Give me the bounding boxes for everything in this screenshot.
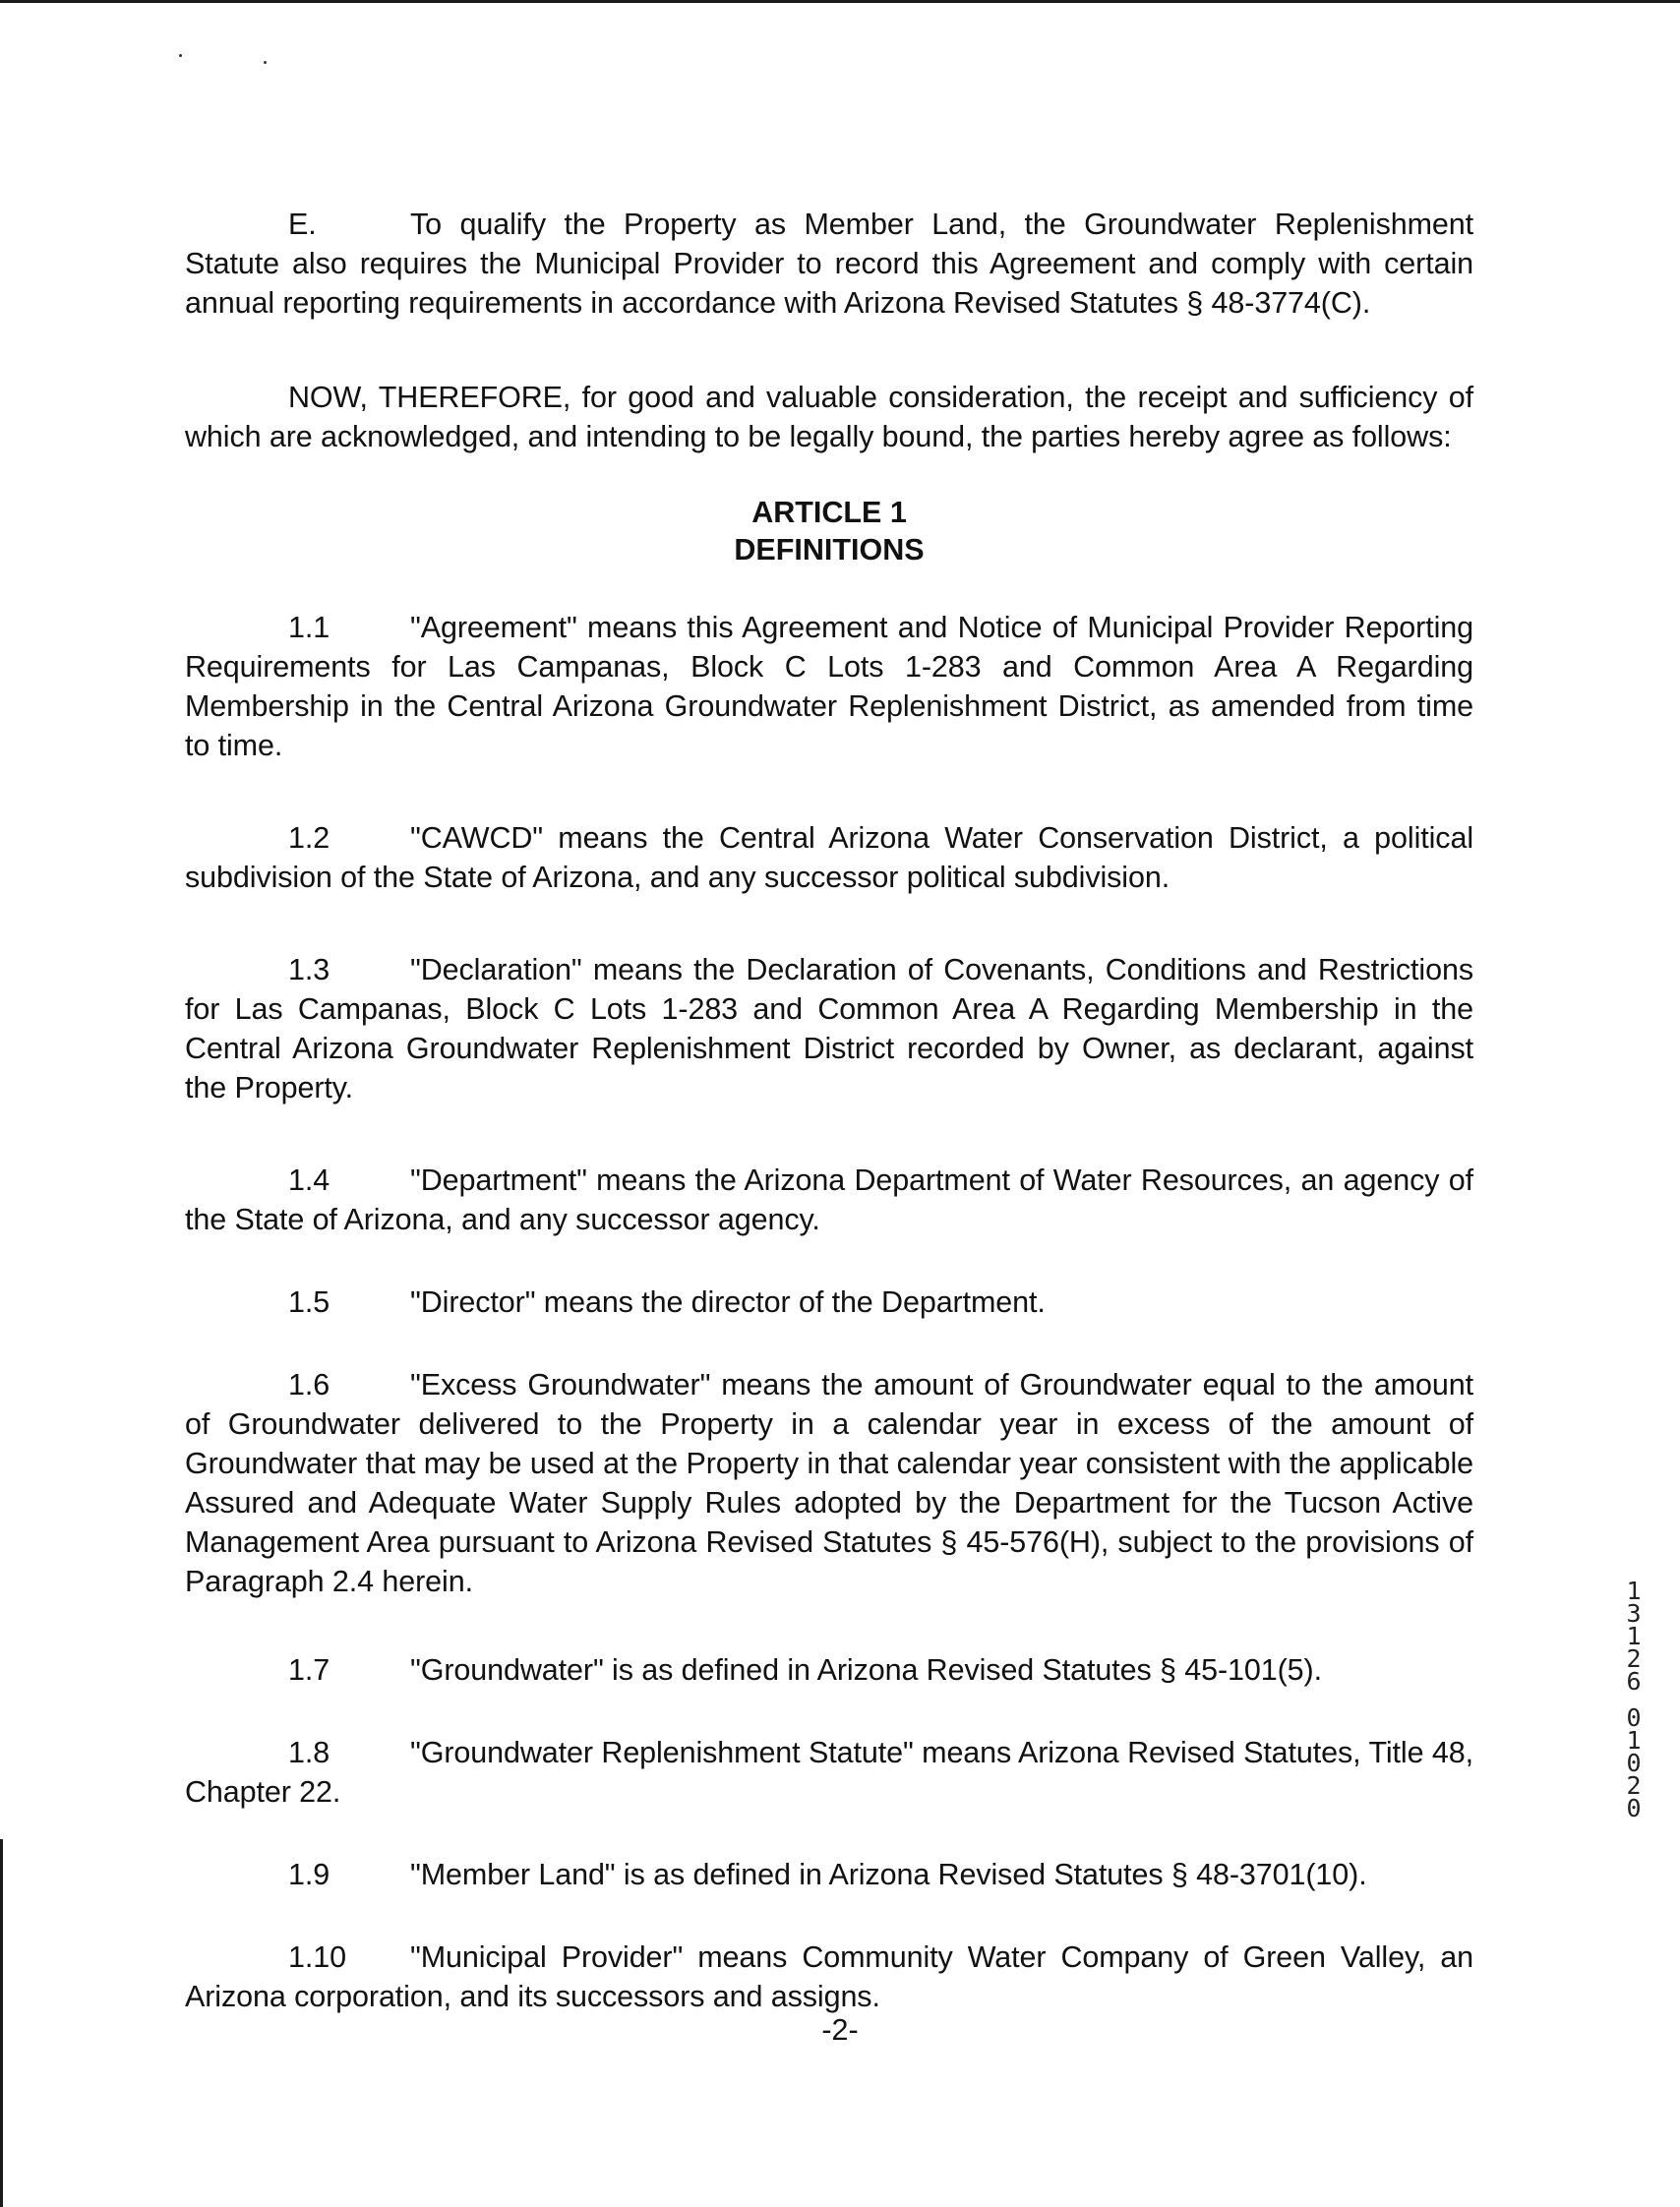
- article-title: DEFINITIONS: [734, 533, 925, 567]
- paragraph-e-label: E.: [288, 208, 317, 241]
- definition-text: "Declaration" means the Declaration of Covenants, Conditions and Restrictions for Las Campanas, Block C Lots 1-283 and Common Area A Regarding Membership in the Central Arizona Groundwater Replenishment District recorded by Owner, as declarant, against the Property.: [185, 953, 1473, 1104]
- definition-1-4: [185, 1161, 1473, 1239]
- document-body: [185, 205, 1473, 2016]
- definition-text: "Excess Groundwater" means the amount of Groundwater equal to the amount of Groundwater delivered to the Property in a calendar year in excess of the amount of Groundwater that may be used at the Property in that calendar year consistent with the applicable Assured and Adequate Water Supply Rules adopted by the Department for the Tucson Active Management Area pursuant to Arizona Revised Statutes § 45-576(H), subject to the provisions of Paragraph 2.4 herein.: [185, 1368, 1473, 1598]
- definition-text: "Director" means the director of the Department.: [410, 1285, 1046, 1319]
- definition-number: 1.10: [288, 1940, 346, 1974]
- definition-number: 1.8: [288, 1736, 330, 1769]
- stamp-digit: 1: [1626, 1726, 1642, 1755]
- paragraph-e: [185, 205, 1473, 323]
- stamp-digit: 1: [1626, 1622, 1642, 1650]
- definition-text: "CAWCD" means the Central Arizona Water Conservation District, a political subdivision of the State of Arizona, and any successor political subdivision.: [185, 821, 1473, 894]
- stamp-digit: 1: [1626, 1577, 1642, 1605]
- scan-speck: [264, 61, 267, 64]
- definition-1-7: [185, 1650, 1473, 1690]
- stamp-digit: 6: [1626, 1667, 1642, 1696]
- definition-1-5: [185, 1282, 1473, 1322]
- stamp-digit: 0: [1626, 1749, 1642, 1777]
- definition-number: 1.5: [288, 1285, 330, 1319]
- definition-text: "Agreement" means this Agreement and Notice of Municipal Provider Reporting Requirements for Las Campanas, Block C Lots 1-283 and Common Area A Regarding Membership in the Central Arizona Groundwater Replenishment District, as amended from time to time.: [185, 611, 1473, 762]
- stamp-digit: 2: [1626, 1644, 1642, 1673]
- definition-number: 1.4: [288, 1163, 330, 1197]
- now-therefore-paragraph: NOW, THEREFORE, for good and valuable consideration, the receipt and sufficiency of which are acknowledged, and intending to be legally bound, the parties hereby agree as follows:: [185, 381, 1473, 453]
- article-number: ARTICLE 1: [751, 496, 907, 529]
- paragraph-e-text: To qualify the Property as Member Land, the Groundwater Replenishment Statute also requires the Municipal Provider to record this Agreement and comply with certain annual reporting requirements in accordance with Arizona Revised Statutes § 48-3774(C).: [185, 208, 1473, 320]
- definition-number: 1.3: [288, 953, 330, 986]
- definition-1-2: [185, 818, 1473, 897]
- definition-number: 1.2: [288, 821, 330, 855]
- definition-text: "Municipal Provider" means Community Water Company of Green Valley, an Arizona corporation, and its successors and assigns.: [185, 1940, 1473, 2013]
- stamp-digit: 0: [1626, 1703, 1642, 1732]
- definition-text: "Groundwater" is as defined in Arizona Revised Statutes § 45-101(5).: [410, 1653, 1322, 1687]
- definition-1-9: [185, 1855, 1473, 1894]
- definition-number: 1.7: [288, 1653, 330, 1687]
- stamp-digit: 0: [1626, 1794, 1642, 1822]
- definition-text: "Groundwater Replenishment Statute" means Arizona Revised Statutes, Title 48, Chapter 22.: [185, 1736, 1473, 1809]
- definition-text: "Department" means the Arizona Department of Water Resources, an agency of the State of Arizona, and any successor agency.: [185, 1163, 1473, 1236]
- definition-1-6: [185, 1365, 1473, 1601]
- scan-top-edge: [0, 0, 1680, 3]
- stamp-digit: 2: [1626, 1771, 1642, 1800]
- definition-number: 1.9: [288, 1858, 330, 1891]
- definition-text: "Member Land" is as defined in Arizona Revised Statutes § 48-3701(10).: [410, 1858, 1367, 1891]
- page-number: -2-: [821, 2013, 859, 2047]
- stamp-digit: 3: [1626, 1599, 1642, 1628]
- definition-1-1: [185, 608, 1473, 765]
- definition-1-8: [185, 1733, 1473, 1812]
- definition-1-3: [185, 950, 1473, 1107]
- scan-speck: [179, 54, 182, 57]
- recording-stamp: [1619, 1577, 1649, 1822]
- definition-number: 1.1: [288, 611, 330, 644]
- definition-1-10: [185, 1938, 1473, 2016]
- definition-number: 1.6: [288, 1368, 330, 1402]
